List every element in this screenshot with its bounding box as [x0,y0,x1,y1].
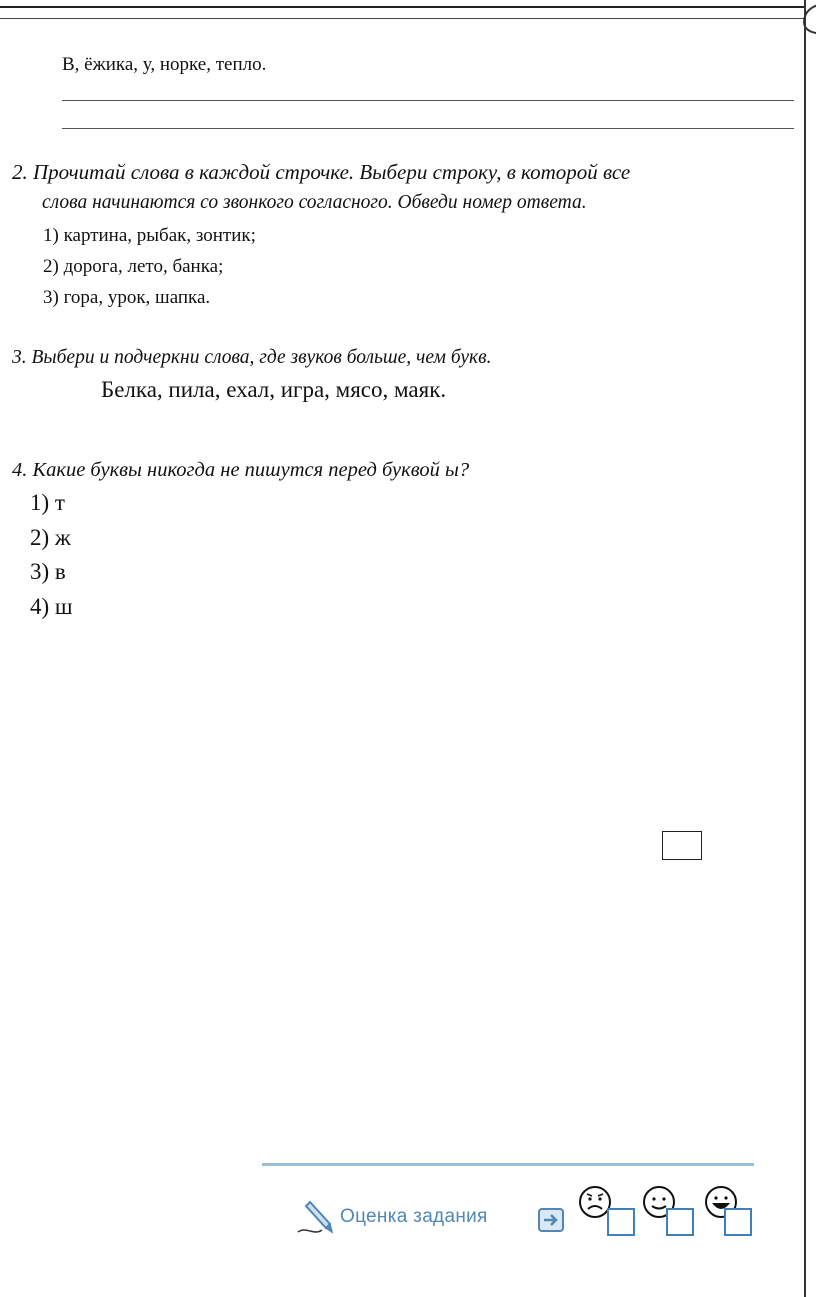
task2-prompt-line2: слова начинаются со звонкого согласного. Обведи номер ответа. [42,192,587,213]
arrow-right-icon [538,1208,564,1232]
frame-top-rule [0,6,806,8]
task2-option-2[interactable]: 2) дорога, лето, банка; [43,256,224,277]
task4-option-3[interactable]: 3) в [30,559,66,584]
header-sentence: В, ёжика, у, норке, тепло. [62,54,267,75]
pencil-icon [296,1196,338,1238]
task2-option-1[interactable]: 1) картина, рыбак, зонтик; [43,225,256,246]
evaluation-divider [262,1163,754,1166]
task3-prompt: 3. Выбери и подчеркни слова, где звуков больше, чем букв. [12,347,492,368]
task2-prompt-line1: 2. Прочитай слова в каждой строчке. Выбери строку, в которой все [12,160,631,184]
page-curl-icon [800,0,816,36]
task4-option-4[interactable]: 4) ш [30,594,73,619]
answer-line-1[interactable] [62,100,794,101]
frame-top-rule-thin [0,18,806,19]
rating-box-neutral[interactable] [666,1208,694,1236]
task2-option-3[interactable]: 3) гора, урок, шапка. [43,287,211,308]
evaluation-label: Оценка задания [340,1206,488,1227]
task4-prompt: 4. Какие буквы никогда не пишутся перед буквой ы? [12,459,470,481]
rating-box-happy[interactable] [724,1208,752,1236]
task3-words[interactable]: Белка, пила, ехал, игра, мясо, маяк. [101,377,447,402]
task4-option-1[interactable]: 1) т [30,490,65,515]
rating-box-sad[interactable] [607,1208,635,1236]
answer-box[interactable] [662,831,702,860]
frame-right-rule [804,0,806,1297]
answer-line-2[interactable] [62,128,794,129]
task4-option-2[interactable]: 2) ж [30,525,71,550]
